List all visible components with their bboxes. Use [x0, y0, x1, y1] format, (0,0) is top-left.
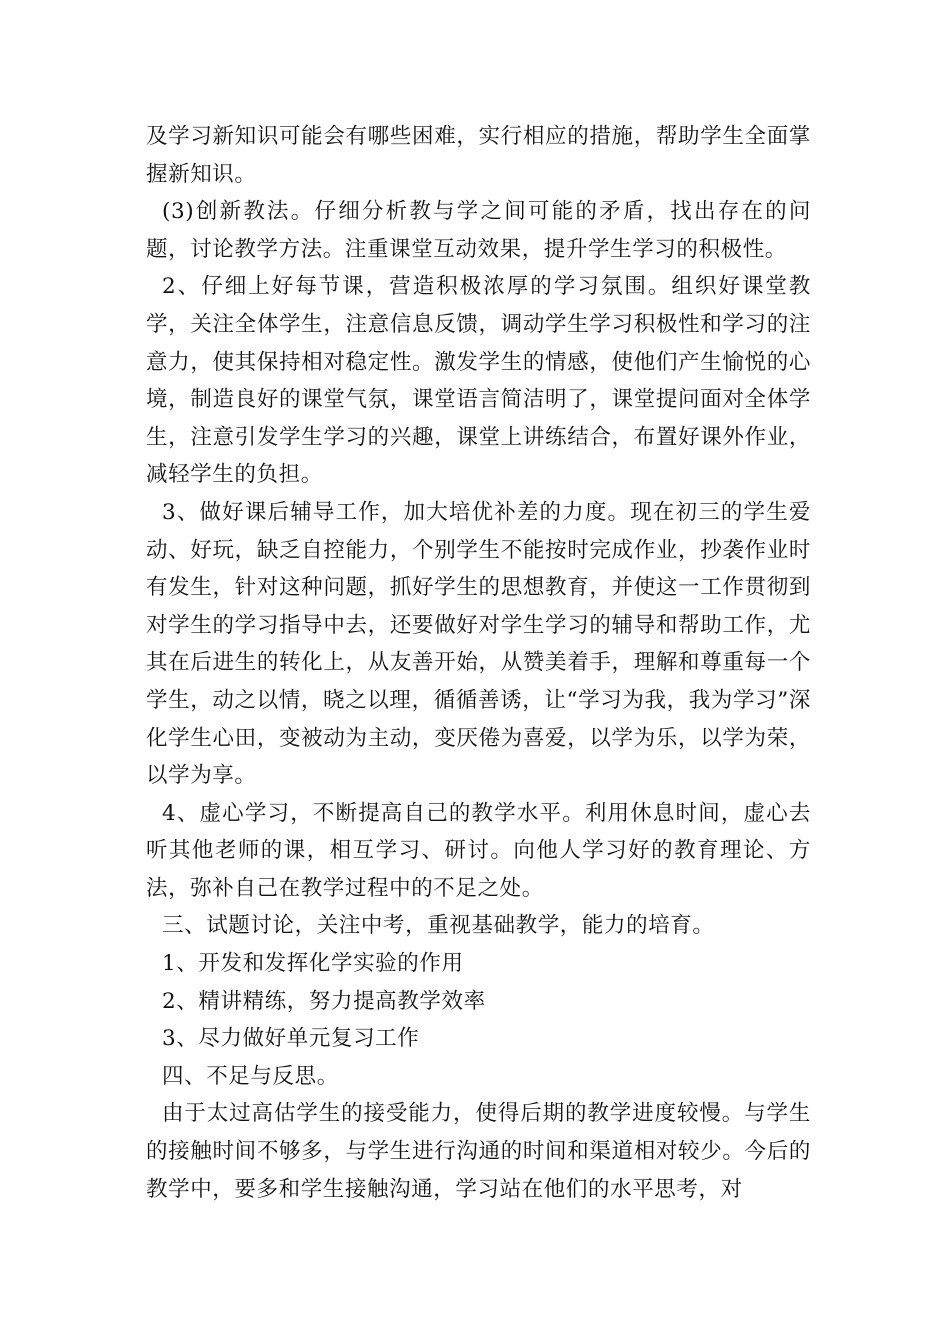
section-heading-3: 三、试题讨论，关注中考，重视基础教学，能力的培育。	[162, 913, 715, 939]
section-heading-4: 四、不足与反思。	[162, 1063, 339, 1089]
list-item-2: 2、精讲精练，努力提高教学效率	[162, 988, 486, 1014]
list-item-1: 1、开发和发挥化学实验的作用	[162, 951, 464, 977]
paragraph-1: 及学习新知识可能会有哪些困难，实行相应的措施，帮助学生全面掌握新知识。	[146, 124, 811, 187]
list-item-3: 3、尽力做好单元复习工作	[162, 1026, 420, 1052]
paragraph-6: 由于太过高估学生的接受能力，使得后期的教学进度较慢。与学生的接触时间不够多，与学生进行沟通的时间和渠道相对较少。今后的教学中，要多和学生接触沟通，学习站在他们的水平思考，对	[146, 1101, 811, 1202]
paragraph-3: 2、仔细上好每节课，营造积极浓厚的学习氛围。组织好课堂教学，关注全体学生，注意信息反馈，调动学生学习积极性和学习的注意力，使其保持相对稳定性。激发学生的情感，使他们产生愉悦的心境，制造良好的课堂气氛，课堂语言简洁明了，课堂提问面对全体学生，注意引发学生学习的兴趣，课堂上讲练结合，布置好课外作业，减轻学生的负担。	[146, 274, 811, 488]
paragraph-2: (3)创新教法。仔细分析教与学之间可能的矛盾，找出存在的问题，讨论教学方法。注重课堂互动效果，提升学生学习的积极性。	[146, 199, 811, 262]
document-body	[146, 118, 811, 1208]
paragraph-4: 3、做好课后辅导工作，加大培优补差的力度。现在初三的学生爱动、好玩，缺乏自控能力，个别学生不能按时完成作业，抄袭作业时有发生，针对这种问题，抓好学生的思想教育，并使这一工作贯彻到对学生的学习指导中去，还要做好对学生学习的辅导和帮助工作，尤其在后进生的转化上，从友善开始，从赞美着手，理解和尊重每一个学生，动之以情，晓之以理，循循善诱，让“学习为我，我为学习”深化学生心田，变被动为主动，变厌倦为喜爱，以学为乐，以学为荣，以学为享。	[146, 499, 811, 789]
paragraph-5: 4、虚心学习，不断提高自己的教学水平。利用休息时间，虚心去听其他老师的课，相互学习、研讨。向他人学习好的教育理论、方法，弥补自己在教学过程中的不足之处。	[146, 800, 811, 901]
